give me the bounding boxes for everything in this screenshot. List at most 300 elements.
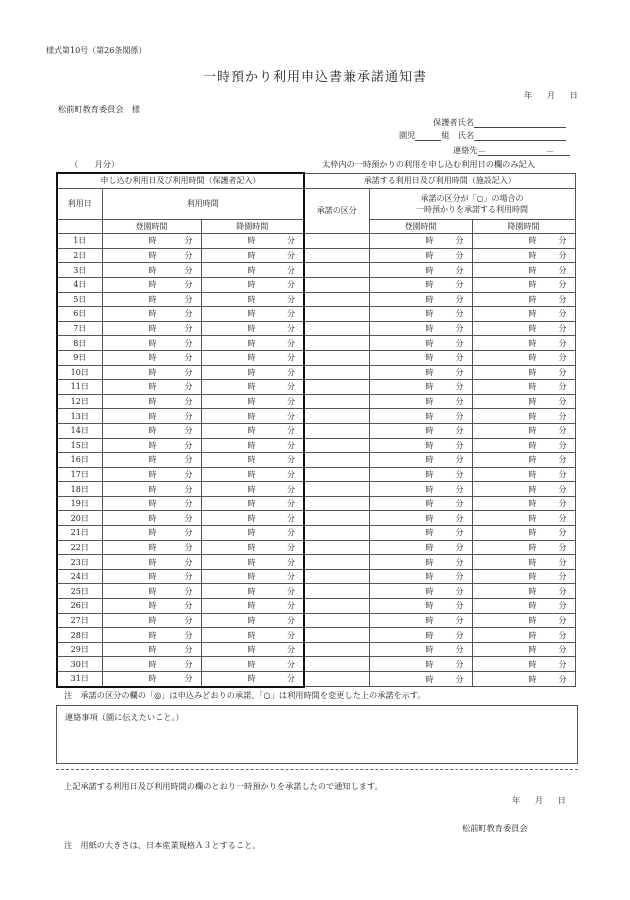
table-row — [57, 394, 575, 409]
hour-label: 時 — [425, 659, 434, 669]
hour-label: 時 — [425, 367, 434, 377]
hour-label: 時 — [247, 411, 256, 421]
approved-arrive-cell[interactable] — [369, 496, 472, 511]
day-cell: 8日 — [57, 336, 102, 351]
minute-label: 分 — [558, 236, 567, 246]
approved-leave-cell[interactable] — [472, 234, 575, 249]
arrive-time-cell[interactable] — [102, 496, 201, 511]
hour-label: 時 — [425, 338, 434, 348]
arrive-time-cell[interactable] — [102, 248, 201, 263]
category-cell[interactable] — [304, 336, 369, 351]
category-cell[interactable] — [304, 496, 369, 511]
date-bottom — [500, 795, 566, 806]
minute-label: 分 — [287, 586, 295, 596]
approved-arrive-cell[interactable] — [369, 467, 472, 482]
leave-time-cell[interactable] — [201, 657, 304, 672]
notes-label: 連絡事項（園に伝えたいこと。） — [65, 712, 184, 722]
arrive-time-cell[interactable] — [102, 438, 201, 453]
hour-label: 時 — [148, 397, 157, 407]
leave-time-cell[interactable] — [201, 511, 304, 526]
category-cell[interactable] — [304, 307, 369, 322]
table-row — [57, 307, 575, 322]
leave-time-cell[interactable] — [201, 496, 304, 511]
approved-arrive-cell[interactable] — [369, 642, 472, 657]
approved-arrive-cell[interactable] — [369, 628, 472, 643]
hour-label: 時 — [528, 353, 537, 363]
hour-label: 時 — [425, 280, 434, 290]
hour-label: 時 — [247, 426, 256, 436]
arrive-time-cell[interactable] — [102, 365, 201, 380]
arrive-time-cell[interactable] — [102, 234, 201, 249]
category-cell[interactable] — [304, 234, 369, 249]
minute-label: 分 — [287, 513, 295, 523]
approved-leave-cell[interactable] — [472, 496, 575, 511]
category-cell[interactable] — [304, 409, 369, 424]
contact-line[interactable]: － － — [477, 146, 581, 156]
minute-label: 分 — [455, 367, 464, 377]
hour-label: 時 — [148, 338, 157, 348]
arrive-time-cell[interactable] — [102, 321, 201, 336]
category-cell[interactable] — [304, 438, 369, 453]
minute-label: 分 — [558, 601, 567, 611]
approved-leave-cell[interactable] — [472, 628, 575, 643]
category-cell[interactable] — [304, 423, 369, 438]
approved-arrive-cell[interactable] — [369, 672, 472, 687]
approved-time-line1: 承諾の区分が「○」の場合の — [420, 193, 524, 203]
approved-leave-cell[interactable] — [472, 453, 575, 468]
arrive-time-cell[interactable] — [102, 526, 201, 541]
leave-time-cell[interactable] — [201, 394, 304, 409]
category-cell[interactable] — [304, 482, 369, 497]
hour-label: 時 — [247, 251, 256, 261]
table-row — [57, 569, 575, 584]
hour-label: 時 — [148, 499, 157, 509]
minute-label: 分 — [558, 455, 567, 465]
approved-leave-cell[interactable] — [472, 350, 575, 365]
minute-label: 分 — [558, 294, 567, 304]
arrive-time-cell[interactable] — [102, 394, 201, 409]
arrive-time-cell[interactable] — [102, 350, 201, 365]
category-cell[interactable] — [304, 657, 369, 672]
minute-label: 分 — [455, 236, 464, 246]
minute-label: 分 — [287, 426, 295, 436]
leave-time-cell[interactable] — [201, 365, 304, 380]
arrive-time-cell[interactable] — [102, 642, 201, 657]
leave-time-cell[interactable] — [201, 234, 304, 249]
minute-label: 分 — [287, 484, 295, 494]
category-cell[interactable] — [304, 584, 369, 599]
category-cell[interactable] — [304, 672, 369, 687]
approved-leave-cell[interactable] — [472, 584, 575, 599]
hour-label: 時 — [425, 382, 434, 392]
hour-label: 時 — [148, 469, 157, 479]
approved-arrive-cell[interactable] — [369, 336, 472, 351]
guardian-name-field[interactable] — [433, 117, 566, 128]
category-cell[interactable] — [304, 467, 369, 482]
arrive-time-cell[interactable] — [102, 540, 201, 555]
minute-label: 分 — [558, 674, 567, 684]
arrive-time-cell[interactable] — [102, 277, 201, 292]
arrive-time-cell[interactable] — [102, 336, 201, 351]
day-cell: 18日 — [57, 482, 102, 497]
arrive-time-cell[interactable] — [102, 584, 201, 599]
approved-leave-cell[interactable] — [472, 555, 575, 570]
approved-arrive-cell[interactable] — [369, 569, 472, 584]
approved-arrive-cell[interactable] — [369, 394, 472, 409]
minute-label: 分 — [184, 659, 193, 669]
approved-leave-cell[interactable] — [472, 613, 575, 628]
arrive-time-cell[interactable] — [102, 599, 201, 614]
leave-time-cell[interactable] — [201, 321, 304, 336]
table-row — [57, 263, 575, 278]
hour-label: 時 — [247, 586, 256, 596]
approved-leave-cell[interactable] — [472, 482, 575, 497]
minute-label: 分 — [287, 338, 295, 348]
arrive-time-cell[interactable] — [102, 672, 201, 687]
approved-leave-cell[interactable] — [472, 409, 575, 424]
hour-label: 時 — [528, 542, 537, 552]
approved-leave-cell[interactable] — [472, 511, 575, 526]
leave-time-cell[interactable] — [201, 277, 304, 292]
day-cell: 17日 — [57, 467, 102, 482]
approved-arrive-cell[interactable] — [369, 292, 472, 307]
approved-arrive-cell[interactable] — [369, 438, 472, 453]
approved-leave-cell[interactable] — [472, 599, 575, 614]
table-row — [57, 555, 575, 570]
approved-arrive-cell[interactable] — [369, 584, 472, 599]
category-cell[interactable] — [304, 511, 369, 526]
category-cell[interactable] — [304, 321, 369, 336]
hour-label: 時 — [247, 557, 256, 567]
approved-arrive-cell[interactable] — [369, 555, 472, 570]
category-cell[interactable] — [304, 394, 369, 409]
leave-time-cell[interactable] — [201, 482, 304, 497]
arrive-time-cell[interactable] — [102, 423, 201, 438]
minute-label: 分 — [558, 324, 567, 334]
approved-arrive-cell[interactable] — [369, 263, 472, 278]
hour-label: 時 — [425, 645, 434, 655]
arrive-time-cell[interactable] — [102, 657, 201, 672]
approved-arrive-cell[interactable] — [369, 423, 472, 438]
approved-leave-cell[interactable] — [472, 540, 575, 555]
category-cell[interactable] — [304, 526, 369, 541]
table-row — [57, 438, 575, 453]
hour-label: 時 — [247, 528, 256, 538]
leave-time-cell[interactable] — [201, 409, 304, 424]
arrive-time-cell[interactable] — [102, 307, 201, 322]
hour-label: 時 — [247, 645, 256, 655]
hour-label: 時 — [425, 236, 434, 246]
leave-time-cell[interactable] — [201, 380, 304, 395]
leave-time-cell[interactable] — [201, 336, 304, 351]
date-top — [512, 90, 578, 101]
approved-leave-cell[interactable] — [472, 526, 575, 541]
day-cell: 26日 — [57, 599, 102, 614]
category-cell[interactable] — [304, 613, 369, 628]
category-cell[interactable] — [304, 350, 369, 365]
leave-time-cell[interactable] — [201, 438, 304, 453]
child-field[interactable] — [399, 130, 566, 141]
category-cell[interactable] — [304, 292, 369, 307]
contact-field[interactable] — [453, 145, 581, 156]
leave-time-cell[interactable] — [201, 569, 304, 584]
approved-leave-cell[interactable] — [472, 394, 575, 409]
approved-leave-cell[interactable] — [472, 380, 575, 395]
approved-leave-cell[interactable] — [472, 467, 575, 482]
approved-arrive-cell[interactable] — [369, 365, 472, 380]
day-cell: 5日 — [57, 292, 102, 307]
col-category-header: 承諾の区分 — [304, 188, 369, 234]
hour-label: 時 — [148, 440, 157, 450]
minute-label: 分 — [287, 251, 295, 261]
leave-time-cell[interactable] — [201, 453, 304, 468]
minute-label: 分 — [287, 309, 295, 319]
approved-leave-cell[interactable] — [472, 277, 575, 292]
page-title: 一時預かり利用申込書兼承諾通知書 — [202, 70, 427, 85]
arrive-time-cell[interactable] — [102, 409, 201, 424]
leave-time-cell[interactable] — [201, 613, 304, 628]
category-cell[interactable] — [304, 365, 369, 380]
approved-leave-cell[interactable] — [472, 569, 575, 584]
child-name-line[interactable] — [474, 131, 566, 141]
leave-time-cell[interactable] — [201, 423, 304, 438]
minute-label: 分 — [287, 455, 295, 465]
leave-time-cell[interactable] — [201, 642, 304, 657]
table-row — [57, 511, 575, 526]
minute-label: 分 — [558, 353, 567, 363]
table-row — [57, 672, 575, 687]
leave-time-cell[interactable] — [201, 350, 304, 365]
minute-label: 分 — [558, 630, 567, 640]
hour-label: 時 — [528, 397, 537, 407]
leave-time-cell[interactable] — [201, 540, 304, 555]
hour-label: 時 — [247, 601, 256, 611]
hour-label: 時 — [425, 309, 434, 319]
category-cell[interactable] — [304, 599, 369, 614]
approved-arrive-cell[interactable] — [369, 307, 472, 322]
minute-label: 分 — [455, 528, 464, 538]
hour-label: 時 — [528, 645, 537, 655]
approved-arrive-cell[interactable] — [369, 599, 472, 614]
paper-size-note: 注 用紙の大きさは、日本産業規格Ａ３とすること。 — [64, 840, 261, 850]
hour-label: 時 — [425, 426, 434, 436]
approved-arrive-cell[interactable] — [369, 526, 472, 541]
hour-label: 時 — [425, 513, 434, 523]
arrive-time-cell[interactable] — [102, 482, 201, 497]
arrive-time-cell[interactable] — [102, 292, 201, 307]
category-cell[interactable] — [304, 263, 369, 278]
approved-leave-cell[interactable] — [472, 672, 575, 687]
leave-time-cell[interactable] — [201, 467, 304, 482]
approved-leave-cell[interactable] — [472, 423, 575, 438]
hour-label: 時 — [247, 280, 256, 290]
approved-arrive-cell[interactable] — [369, 453, 472, 468]
leave-time-cell[interactable] — [201, 307, 304, 322]
minute-label: 分 — [184, 324, 193, 334]
minute-label: 分 — [558, 367, 567, 377]
hour-label: 時 — [247, 353, 256, 363]
minute-label: 分 — [287, 572, 295, 582]
table-row — [57, 628, 575, 643]
minute-label: 分 — [184, 353, 193, 363]
hour-label: 時 — [528, 513, 537, 523]
guardian-name-label: 保護者氏名 — [433, 117, 474, 127]
hour-label: 時 — [528, 601, 537, 611]
class-line[interactable] — [415, 131, 441, 141]
hour-label: 時 — [528, 251, 537, 261]
minute-label: 分 — [184, 280, 193, 290]
category-cell[interactable] — [304, 380, 369, 395]
day-cell: 11日 — [57, 380, 102, 395]
approved-arrive-cell[interactable] — [369, 350, 472, 365]
hour-label: 時 — [425, 586, 434, 596]
approved-arrive-cell[interactable] — [369, 657, 472, 672]
minute-label: 分 — [558, 338, 567, 348]
guardian-name-line[interactable] — [474, 118, 566, 128]
arrive-time-cell[interactable] — [102, 467, 201, 482]
table-row — [57, 350, 575, 365]
day-cell: 27日 — [57, 613, 102, 628]
hour-label: 時 — [528, 484, 537, 494]
hour-label: 時 — [425, 411, 434, 421]
category-cell[interactable] — [304, 569, 369, 584]
category-cell[interactable] — [304, 453, 369, 468]
arrive-time-cell[interactable] — [102, 569, 201, 584]
approved-arrive-cell[interactable] — [369, 321, 472, 336]
hour-label: 時 — [148, 528, 157, 538]
hour-label: 時 — [528, 659, 537, 669]
category-cell[interactable] — [304, 555, 369, 570]
category-cell[interactable] — [304, 628, 369, 643]
approved-arrive-cell[interactable] — [369, 540, 472, 555]
approved-arrive-cell[interactable] — [369, 409, 472, 424]
approved-arrive-cell[interactable] — [369, 613, 472, 628]
month-field[interactable]: （ 月分） — [70, 159, 120, 169]
arrive-time-cell[interactable] — [102, 263, 201, 278]
leave-time-cell[interactable] — [201, 526, 304, 541]
leave-time-cell[interactable] — [201, 292, 304, 307]
approved-arrive-cell[interactable] — [369, 277, 472, 292]
category-cell[interactable] — [304, 540, 369, 555]
approved-leave-cell[interactable] — [472, 642, 575, 657]
minute-label: 分 — [287, 280, 295, 290]
minute-label: 分 — [558, 265, 567, 275]
hour-label: 時 — [528, 294, 537, 304]
hour-label: 時 — [247, 499, 256, 509]
minute-label: 分 — [184, 557, 193, 567]
leave-time-cell[interactable] — [201, 599, 304, 614]
hour-label: 時 — [247, 469, 256, 479]
col-leave-r-header: 降園時間 — [472, 219, 575, 234]
hour-label: 時 — [148, 572, 157, 582]
minute-label: 分 — [558, 251, 567, 261]
arrive-time-cell[interactable] — [102, 511, 201, 526]
approved-arrive-cell[interactable] — [369, 248, 472, 263]
hour-label: 時 — [528, 338, 537, 348]
minute-label: 分 — [184, 440, 193, 450]
notes-box[interactable] — [56, 705, 578, 764]
approved-arrive-cell[interactable] — [369, 234, 472, 249]
minute-label: 分 — [287, 659, 295, 669]
minute-label: 分 — [287, 557, 295, 567]
hour-label: 時 — [528, 309, 537, 319]
minute-label: 分 — [455, 455, 464, 465]
approved-leave-cell[interactable] — [472, 263, 575, 278]
approved-leave-cell[interactable] — [472, 307, 575, 322]
approved-leave-cell[interactable] — [472, 365, 575, 380]
day-cell: 25日 — [57, 584, 102, 599]
minute-label: 分 — [455, 397, 464, 407]
leave-time-cell[interactable] — [201, 263, 304, 278]
hour-label: 時 — [247, 484, 256, 494]
approved-arrive-cell[interactable] — [369, 482, 472, 497]
arrive-time-cell[interactable] — [102, 555, 201, 570]
hour-label: 時 — [148, 630, 157, 640]
col-time-header: 利用時間 — [102, 188, 304, 219]
arrive-time-cell[interactable] — [102, 453, 201, 468]
leave-time-cell[interactable] — [201, 672, 304, 687]
schedule-table — [56, 172, 576, 688]
minute-label: 分 — [287, 353, 295, 363]
approved-leave-cell[interactable] — [472, 438, 575, 453]
category-cell[interactable] — [304, 248, 369, 263]
minute-label: 分 — [558, 513, 567, 523]
child-name-label: 組 氏名 — [441, 130, 475, 140]
minute-label: 分 — [287, 601, 295, 611]
arrive-time-cell[interactable] — [102, 380, 201, 395]
hour-label: 時 — [425, 324, 434, 334]
minute-label: 分 — [184, 572, 193, 582]
arrive-time-cell[interactable] — [102, 628, 201, 643]
leave-time-cell[interactable] — [201, 628, 304, 643]
leave-time-cell[interactable] — [201, 555, 304, 570]
hour-label: 時 — [528, 572, 537, 582]
leave-time-cell[interactable] — [201, 248, 304, 263]
minute-label: 分 — [455, 601, 464, 611]
hour-label: 時 — [425, 251, 434, 261]
hour-label: 時 — [425, 265, 434, 275]
hour-label: 時 — [247, 338, 256, 348]
arrive-time-cell[interactable] — [102, 613, 201, 628]
hour-label: 時 — [425, 615, 434, 625]
minute-label: 分 — [455, 659, 464, 669]
table-row — [57, 467, 575, 482]
minute-label: 分 — [455, 645, 464, 655]
table-row — [57, 540, 575, 555]
minute-label: 分 — [558, 426, 567, 436]
approved-leave-cell[interactable] — [472, 248, 575, 263]
bold-frame-note: 太枠内の一時預かりの利用を申し込む利用日の欄のみ記入 — [322, 159, 535, 169]
approved-leave-cell[interactable] — [472, 657, 575, 672]
hour-label: 時 — [528, 411, 537, 421]
approved-arrive-cell[interactable] — [369, 511, 472, 526]
hour-label: 時 — [528, 324, 537, 334]
approved-leave-cell[interactable] — [472, 336, 575, 351]
approved-leave-cell[interactable] — [472, 292, 575, 307]
minute-label: 分 — [287, 615, 295, 625]
hour-label: 時 — [148, 586, 157, 596]
category-cell[interactable] — [304, 642, 369, 657]
approved-arrive-cell[interactable] — [369, 380, 472, 395]
leave-time-cell[interactable] — [201, 584, 304, 599]
category-cell[interactable] — [304, 277, 369, 292]
day-cell: 7日 — [57, 321, 102, 336]
approved-leave-cell[interactable] — [472, 321, 575, 336]
date-bottom-day: 日 — [557, 795, 566, 805]
hour-label: 時 — [425, 294, 434, 304]
minute-label: 分 — [184, 469, 193, 479]
contact-label: 連絡先 — [453, 145, 478, 155]
